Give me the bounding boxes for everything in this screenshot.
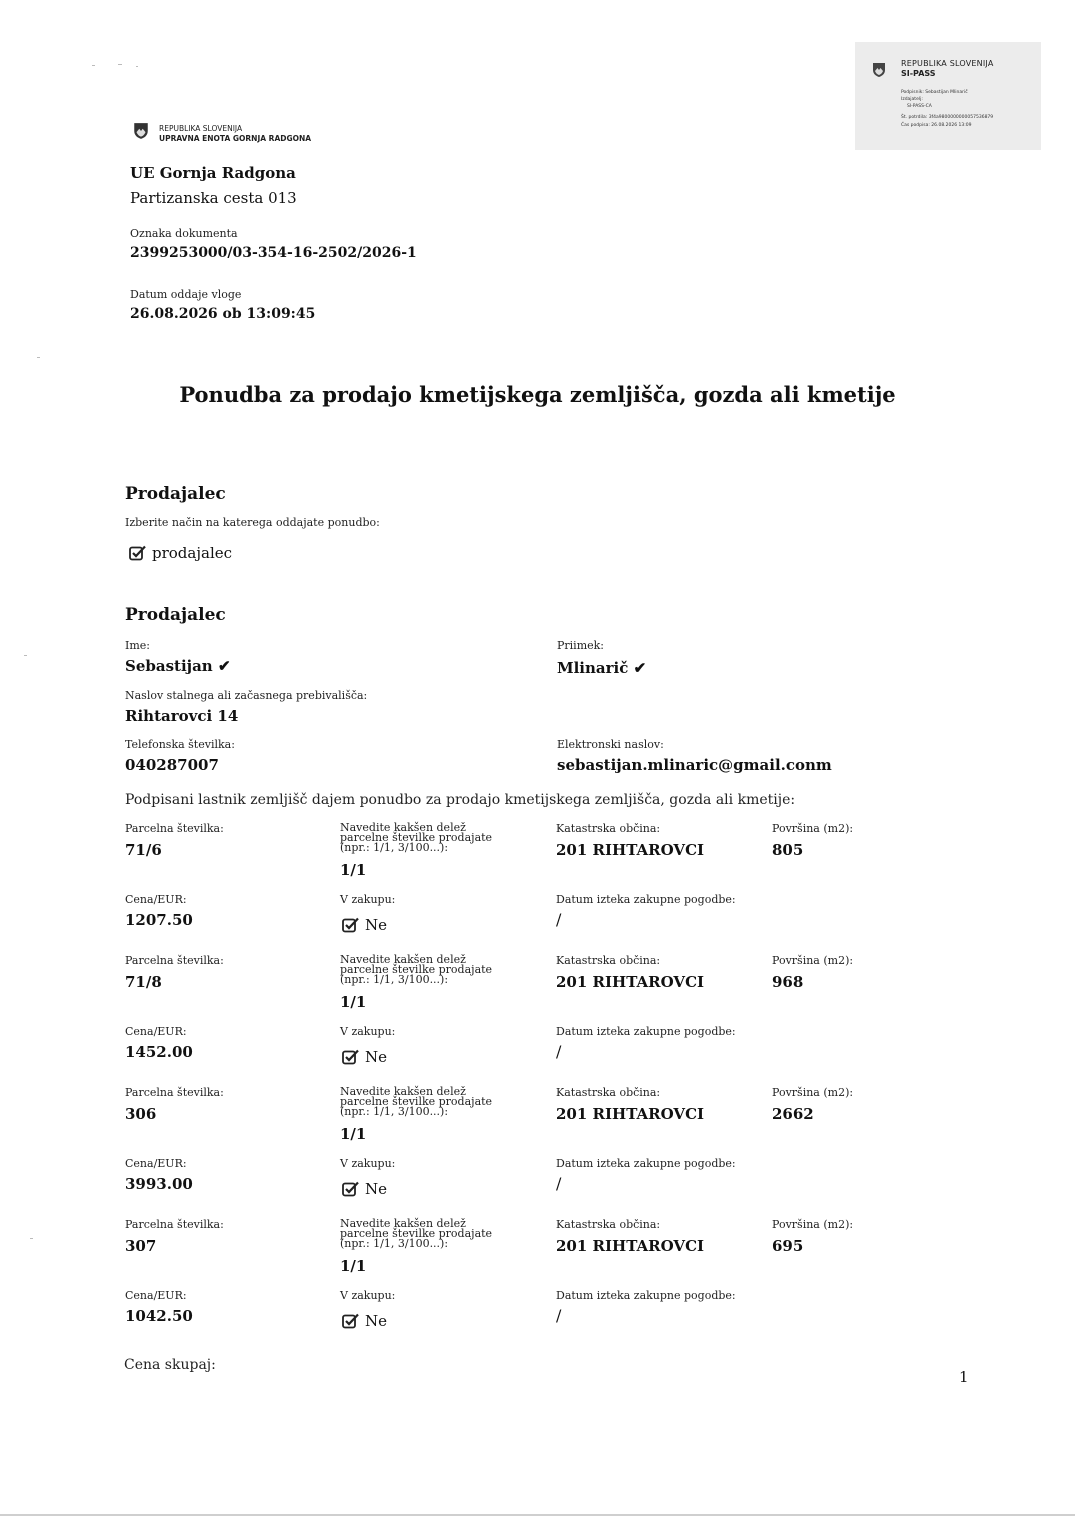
lease-label: V zakupu: bbox=[340, 1157, 396, 1170]
area-label: Površina (m2): bbox=[772, 1218, 854, 1231]
section-heading: Prodajalec bbox=[125, 605, 226, 625]
parcel-number-value: 71/8 bbox=[125, 973, 162, 991]
lease-end-label: Datum izteka zakupne pogodbe: bbox=[556, 1025, 736, 1038]
area-value: 805 bbox=[772, 841, 804, 859]
name-text: Sebastijan bbox=[125, 657, 213, 675]
email-label: Elektronski naslov: bbox=[557, 738, 664, 751]
price-value: 3993.00 bbox=[125, 1175, 193, 1193]
lease-value bbox=[342, 1180, 387, 1198]
share-label: Navedite kakšen delež parcelne številke prodajate (npr.: 1/1, 3/100...): bbox=[340, 1085, 493, 1118]
lease-value-text: Ne bbox=[365, 1312, 388, 1330]
cadastral-label: Katastrska občina: bbox=[556, 1086, 661, 1099]
share-value: 1/1 bbox=[340, 861, 367, 879]
submission-date-value: 26.08.2026 ob 13:09:45 bbox=[130, 306, 316, 322]
cadastral-label: Katastrska občina: bbox=[556, 1218, 661, 1231]
parcel-number-label: Parcelna številka: bbox=[125, 1086, 224, 1099]
office-address: Partizanska cesta 013 bbox=[130, 189, 297, 207]
total-price-label: Cena skupaj: bbox=[124, 1357, 216, 1373]
cadastral-value: 201 RIHTAROVCI bbox=[556, 841, 705, 859]
address-value: Rihtarovci 14 bbox=[125, 707, 239, 725]
stamp-meta-line: SI-PASS-CA bbox=[907, 104, 932, 109]
surname-label: Priimek: bbox=[557, 639, 605, 652]
stamp-republic: REPUBLIKA SLOVENIJA bbox=[901, 59, 994, 68]
page-number: 1 bbox=[959, 1368, 969, 1386]
lease-value bbox=[342, 1312, 387, 1330]
price-label: Cena/EUR: bbox=[125, 1157, 187, 1170]
coat-of-arms-icon bbox=[872, 62, 886, 78]
area-value: 2662 bbox=[772, 1105, 814, 1123]
price-label: Cena/EUR: bbox=[125, 893, 187, 906]
stamp-meta-line: Izdajatelj: bbox=[901, 97, 923, 102]
name-value bbox=[125, 657, 231, 675]
page-edge bbox=[0, 1514, 1075, 1516]
stamp-meta-line: Št. potrdila: 3f4a9800000000057536879 bbox=[901, 115, 994, 120]
lease-end-label: Datum izteka zakupne pogodbe: bbox=[556, 893, 736, 906]
cadastral-value: 201 RIHTAROVCI bbox=[556, 1105, 705, 1123]
address-label: Naslov stalnega ali začasnega prebivališča: bbox=[125, 689, 368, 702]
parcel-number-value: 306 bbox=[125, 1105, 157, 1123]
checkbox-checked-icon bbox=[342, 917, 360, 933]
parcel-number-label: Parcelna številka: bbox=[125, 1218, 224, 1231]
share-label: Navedite kakšen delež parcelne številke prodajate (npr.: 1/1, 3/100...): bbox=[340, 821, 493, 854]
share-value: 1/1 bbox=[340, 993, 367, 1011]
lease-label: V zakupu: bbox=[340, 1289, 396, 1302]
area-value: 695 bbox=[772, 1237, 804, 1255]
scan-speck bbox=[24, 655, 27, 656]
signature-stamp bbox=[855, 42, 1041, 150]
checkbox-checked-icon bbox=[342, 1181, 360, 1197]
submission-date-label: Datum oddaje vloge bbox=[130, 288, 242, 301]
parcel-number-label: Parcelna številka: bbox=[125, 822, 224, 835]
scan-speck bbox=[136, 66, 138, 67]
lease-label: V zakupu: bbox=[340, 1025, 396, 1038]
scan-speck bbox=[118, 64, 122, 65]
lease-end-value: / bbox=[556, 1042, 562, 1061]
cadastral-value: 201 RIHTAROVCI bbox=[556, 1237, 705, 1255]
share-value: 1/1 bbox=[340, 1125, 367, 1143]
parcel-number-value: 307 bbox=[125, 1237, 157, 1255]
checkbox-checked-icon bbox=[342, 1049, 360, 1065]
seller-choice-label: prodajalec bbox=[152, 544, 233, 562]
seller-choice bbox=[129, 544, 232, 562]
check-icon: ✔ bbox=[633, 659, 647, 677]
lease-label: V zakupu: bbox=[340, 893, 396, 906]
price-value: 1042.50 bbox=[125, 1307, 193, 1325]
parcel-number-value: 71/6 bbox=[125, 841, 162, 859]
cadastral-label: Katastrska občina: bbox=[556, 954, 661, 967]
document-id-value: 2399253000/03-354-16-2502/2026-1 bbox=[130, 245, 417, 261]
lease-end-label: Datum izteka zakupne pogodbe: bbox=[556, 1289, 736, 1302]
lease-value bbox=[342, 916, 387, 934]
section-heading: Prodajalec bbox=[125, 484, 226, 504]
checkbox-checked-icon bbox=[129, 545, 147, 561]
office-name: UE Gornja Radgona bbox=[130, 164, 296, 182]
lease-value-text: Ne bbox=[365, 1180, 388, 1198]
price-label: Cena/EUR: bbox=[125, 1289, 187, 1302]
share-value: 1/1 bbox=[340, 1257, 367, 1275]
lease-end-value: / bbox=[556, 910, 562, 929]
price-label: Cena/EUR: bbox=[125, 1025, 187, 1038]
scan-speck bbox=[92, 65, 95, 66]
cadastral-label: Katastrska občina: bbox=[556, 822, 661, 835]
lease-end-value: / bbox=[556, 1174, 562, 1193]
area-label: Površina (m2): bbox=[772, 1086, 854, 1099]
price-value: 1452.00 bbox=[125, 1043, 193, 1061]
logo-text-republic: REPUBLIKA SLOVENIJA bbox=[159, 124, 243, 133]
stamp-sipass: SI-PASS bbox=[901, 69, 936, 78]
scan-speck bbox=[37, 357, 40, 358]
stamp-meta-line: Podpisnik: Sebastijan Mlinarič bbox=[901, 90, 968, 95]
name-label: Ime: bbox=[125, 639, 150, 652]
offer-statement: Podpisani lastnik zemljišč dajem ponudbo za prodajo kmetijskega zemljišča, gozda ali kmetije: bbox=[125, 792, 796, 808]
choose-method-label: Izberite način na katerega oddajate ponudbo: bbox=[125, 516, 380, 529]
lease-end-value: / bbox=[556, 1306, 562, 1325]
area-value: 968 bbox=[772, 973, 804, 991]
coat-of-arms-icon bbox=[133, 122, 149, 140]
price-value: 1207.50 bbox=[125, 911, 193, 929]
logo-text-office: UPRAVNA ENOTA GORNJA RADGONA bbox=[159, 134, 312, 143]
email-value: sebastijan.mlinaric@gmail.conm bbox=[557, 756, 832, 774]
lease-end-label: Datum izteka zakupne pogodbe: bbox=[556, 1157, 736, 1170]
surname-value bbox=[557, 659, 646, 677]
checkbox-checked-icon bbox=[342, 1313, 360, 1329]
check-icon: ✔ bbox=[217, 657, 231, 675]
scan-speck bbox=[30, 1238, 33, 1239]
cadastral-value: 201 RIHTAROVCI bbox=[556, 973, 705, 991]
phone-label: Telefonska številka: bbox=[125, 738, 235, 751]
share-label: Navedite kakšen delež parcelne številke prodajate (npr.: 1/1, 3/100...): bbox=[340, 953, 493, 986]
document-id-label: Oznaka dokumenta bbox=[130, 227, 238, 240]
phone-value: 040287007 bbox=[125, 756, 219, 774]
page-title: Ponudba za prodajo kmetijskega zemljišča, gozda ali kmetije bbox=[179, 382, 896, 407]
parcel-number-label: Parcelna številka: bbox=[125, 954, 224, 967]
lease-value-text: Ne bbox=[365, 1048, 388, 1066]
lease-value-text: Ne bbox=[365, 916, 388, 934]
area-label: Površina (m2): bbox=[772, 954, 854, 967]
area-label: Površina (m2): bbox=[772, 822, 854, 835]
stamp-meta-line: Čas podpisa: 26.08.2026 13:09 bbox=[901, 123, 972, 128]
surname-text: Mlinarič bbox=[557, 659, 629, 677]
lease-value bbox=[342, 1048, 387, 1066]
share-label: Navedite kakšen delež parcelne številke prodajate (npr.: 1/1, 3/100...): bbox=[340, 1217, 493, 1250]
